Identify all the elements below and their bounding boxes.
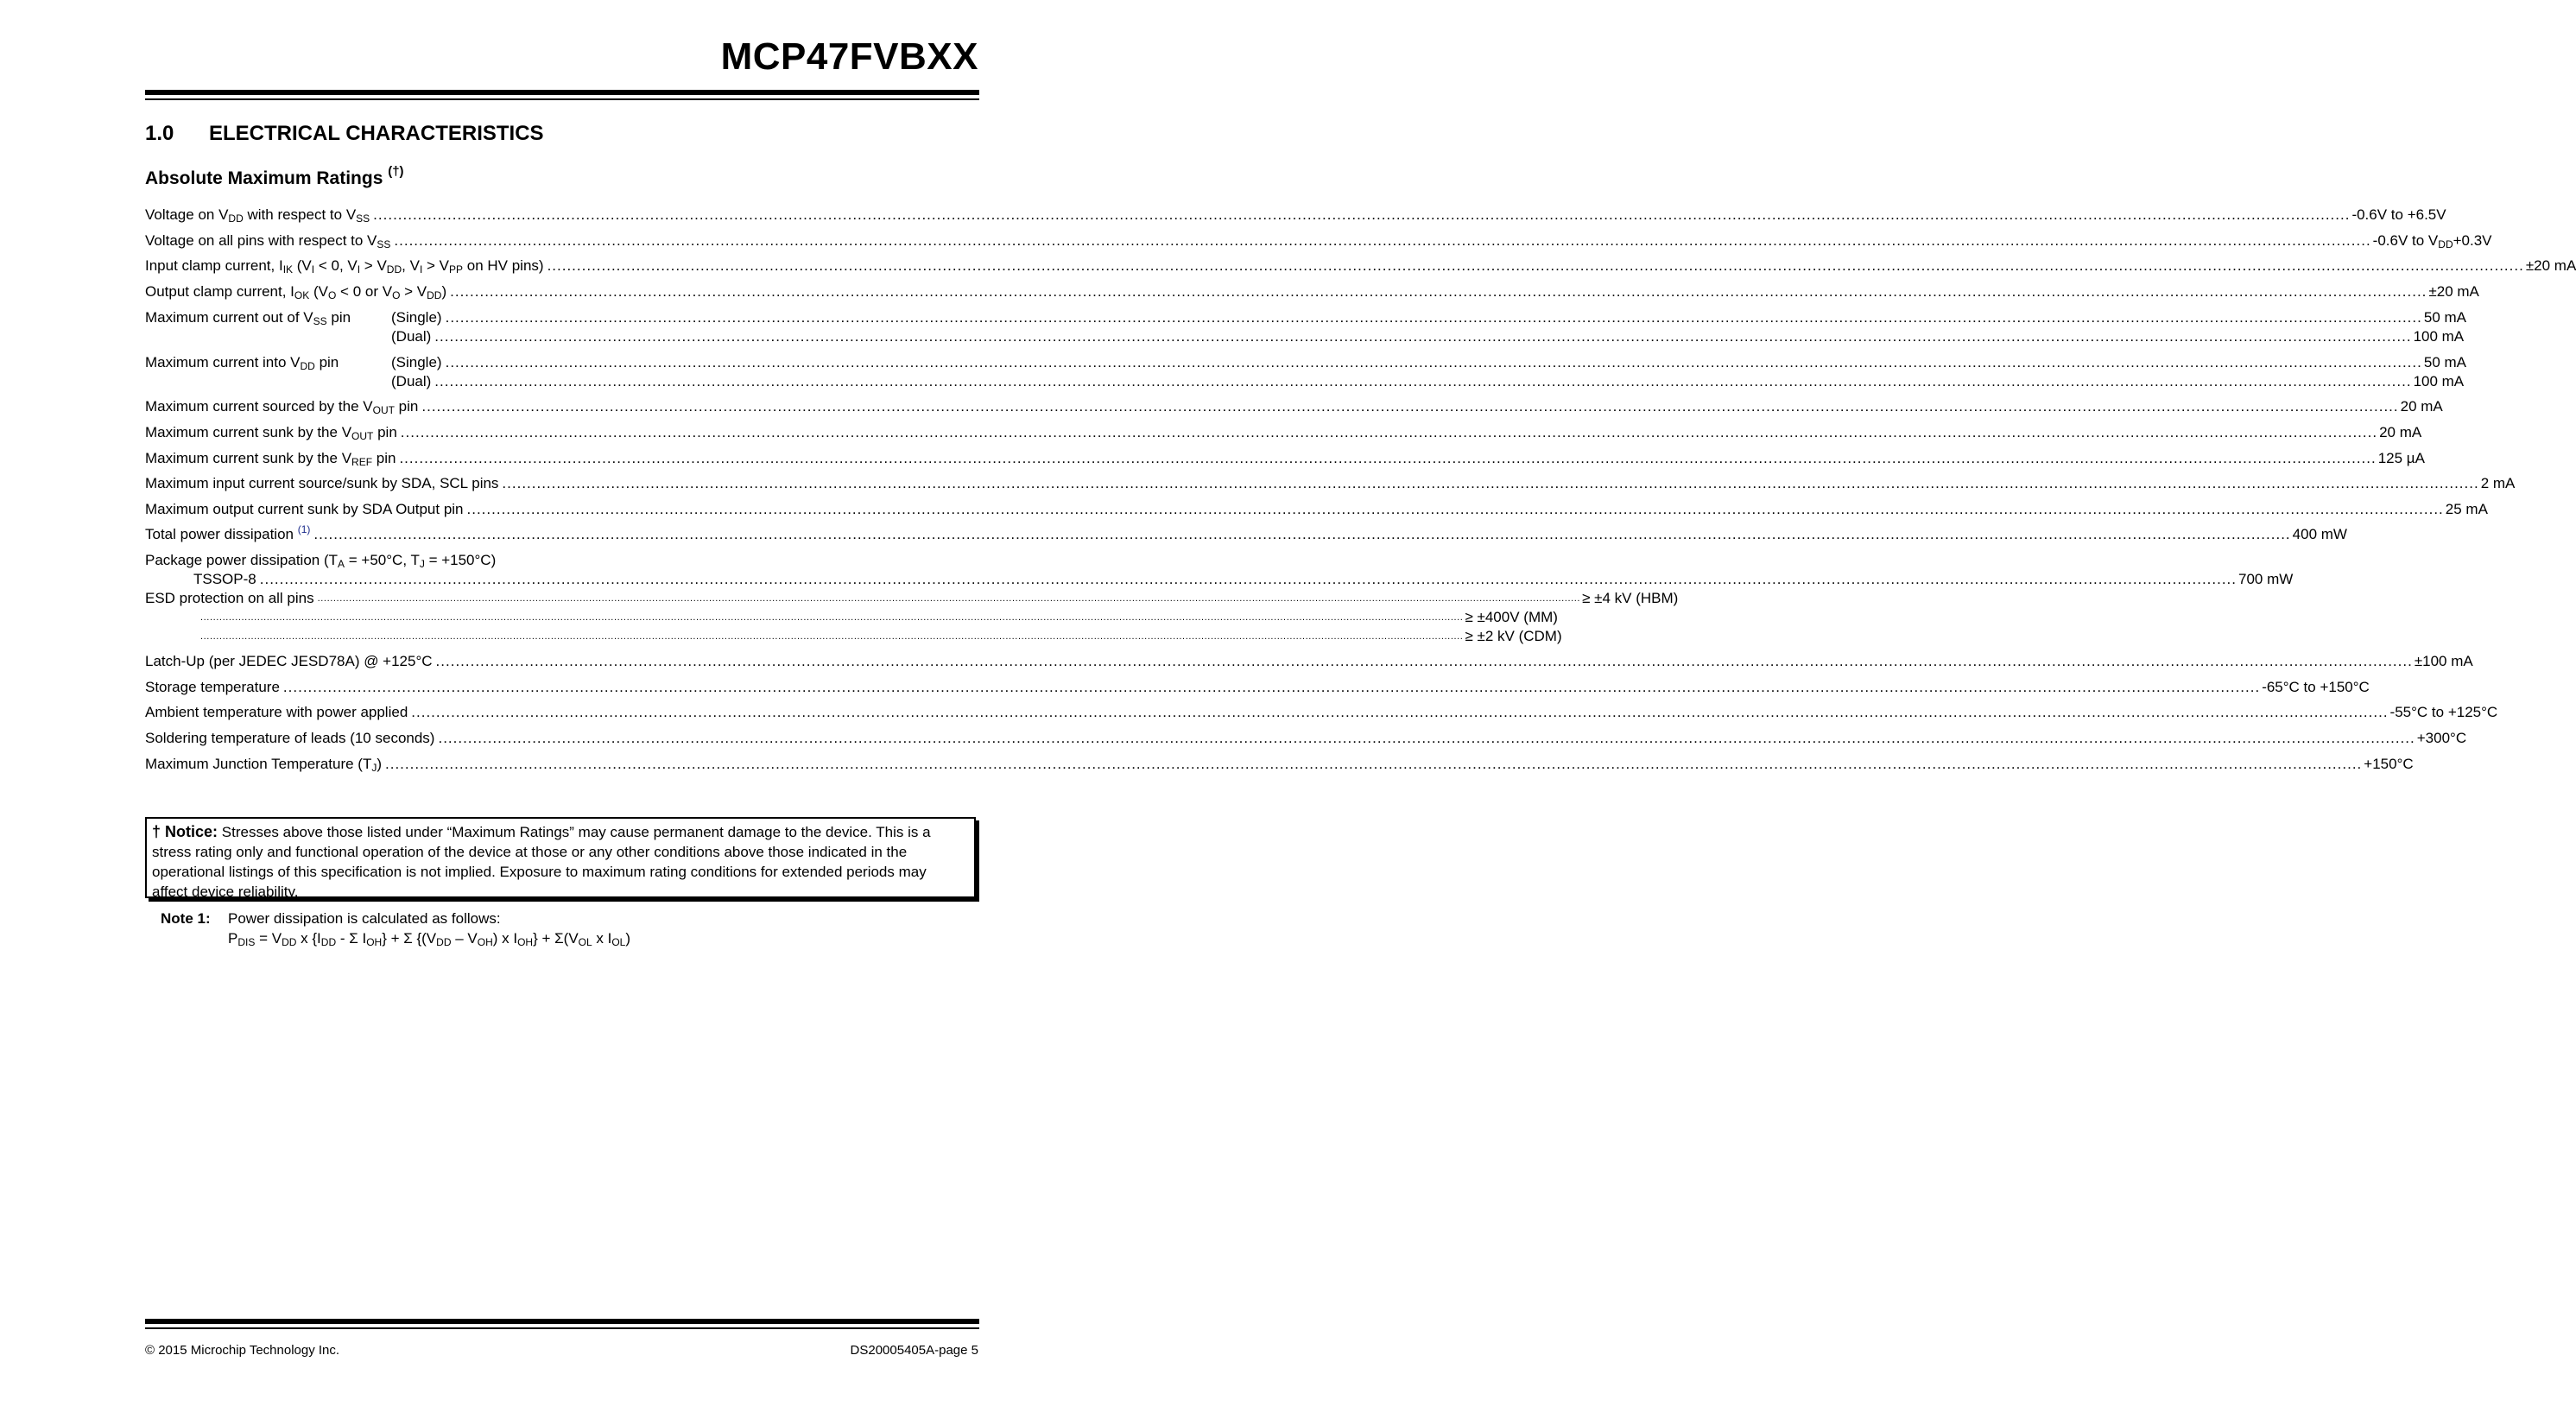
rating-sda-scl: [145, 473, 2516, 492]
rating-value: 700 mW: [2238, 571, 2294, 587]
rating-label: Maximum current sunk by the $V_{OUT}$ pin: [145, 424, 397, 442]
rating-label: Voltage on all pins with respect to $V_{SS}$: [145, 232, 391, 250]
dot-leader: ................................................................................................................................................................................................................................................................................................................................................................................................................: [445, 354, 2422, 370]
rating-value: 2 mA: [2480, 475, 2516, 491]
dot-leader: ................................................................................................................................................................................................................................................................................................................................................................................................................: [466, 501, 2444, 517]
header-rule-thin: [145, 98, 979, 100]
rating-value: -0.6V to +6.5V: [2351, 206, 2446, 223]
rating-package-power-tssop: [145, 569, 2294, 588]
header-rule-thick: [145, 90, 979, 95]
rating-label: ESD protection on all pins: [145, 590, 314, 606]
footer-rule-thin: [145, 1327, 979, 1329]
rating-value: 50 mA: [2423, 354, 2466, 370]
rating-sub-label: (Single): [391, 354, 442, 370]
dot-leader: ................................................................................................................................................................................................................................................................................................................................................................................................................: [445, 309, 2422, 326]
rating-ambient-temp: [145, 702, 2498, 721]
rating-value: -55°C to +125°C: [2389, 704, 2498, 720]
dot-leader: ................................................................................................................................................................................................................................................................................................................................................................................................................: [502, 475, 2479, 491]
rating-vss-pin-single: [145, 307, 2466, 327]
rating-output-clamp: [145, 282, 2479, 301]
rating-value: +300°C: [2416, 730, 2467, 746]
rating-vref-sunk: [145, 448, 2425, 468]
rating-sda-output: [145, 499, 2488, 518]
rating-value: 25 mA: [2445, 501, 2488, 517]
dot-leader: ................................................................................................................................................................................................................................................................................................................................................................................................................: [259, 571, 2237, 587]
notice-heading: † Notice:: [152, 823, 218, 840]
rating-value: 100 mA: [2413, 328, 2465, 345]
notice-body: Stresses above those listed under “Maximum Ratings” may cause permanent damage to the device. This is a stress rating only and functional operation of the device at those or any other conditions above those indicated in the operational listings of this specification is not implied. Exposure to maximum rating conditions for extended periods may affect device reliability.: [152, 824, 931, 900]
part-number-title: MCP47FVBXX: [720, 35, 978, 78]
rating-esd-mm: [145, 607, 1558, 626]
rating-junction-temp: [145, 754, 2414, 774]
rating-label: Maximum output current sunk by SDA Output pin: [145, 501, 464, 517]
section-heading: [145, 122, 544, 147]
rating-vdd-pin-single: [145, 352, 2466, 372]
rating-label: Input clamp current, $I_{IK}$ ($V_I < 0$, $V_I > V_{DD}$, $V_I > V_{PP}$ on HV pins): [145, 257, 544, 276]
rating-label: Maximum input current source/sunk by SDA, SCL pins: [145, 475, 499, 491]
dot-leader: ................................................................................................................................................................................................................................................................................................................................................................................................................: [385, 756, 2363, 772]
rating-label: Maximum current sourced by the $V_{OUT}$ pin: [145, 398, 419, 416]
notice-box: [145, 817, 976, 898]
rating-input-clamp: [145, 256, 2576, 276]
dot-leader: ................................................................................................................................................................................................................................................................................................................................................................................................................: [434, 373, 2412, 390]
section-number: 1.0: [145, 122, 174, 145]
dot-leader: ................................................................................................................................................................................................................................................................................................................................................................................................................: [282, 679, 2261, 695]
rating-value: ±20 mA: [2428, 283, 2479, 300]
rating-label: Package power dissipation ($T_A = +50^\circ C$, $T_J = +150^\circ C$): [145, 552, 497, 570]
rating-vout-sunk: [145, 422, 2422, 442]
power-formula: $P_{DIS} = V_{DD}$ x {$I_{DD}$ - Σ $I_{OH}\} + \Sigma$ {$(V_{DD} - V_{OH})$ x $I_{OH}\} + \Sigma(V_{OL}$ x $I_{OL}$): [228, 930, 631, 948]
rating-value: ≥ ±4 kV (HBM): [1582, 590, 1679, 606]
note-text: Power dissipation is calculated as follows:: [228, 910, 501, 927]
dot-leader: ................................................................................................................................................................................................................................................................................................................................................................................................................: [450, 283, 2427, 300]
subsection-title: Absolute Maximum Ratings: [145, 168, 383, 188]
rating-value: 125 µA: [2377, 450, 2425, 466]
rating-value: -65°C to +150°C: [2262, 679, 2370, 695]
dot-leader: ................................................................................................................................................................................................................................................................................................................................................................................................................: [394, 232, 2371, 249]
rating-latchup: [145, 651, 2473, 670]
dot-leader: ................................................................................................................................................................................................................................................................................................................................................................................................................: [200, 631, 1464, 642]
dot-leader: ................................................................................................................................................................................................................................................................................................................................................................................................................: [399, 450, 2377, 466]
package-label: TSSOP-8: [193, 571, 256, 587]
footer-page-id: DS20005405A-page 5: [850, 1343, 978, 1358]
rating-value: +150°C: [2364, 756, 2414, 772]
rating-value: 50 mA: [2423, 309, 2466, 326]
footer-copyright: © 2015 Microchip Technology Inc.: [145, 1343, 340, 1358]
rating-value: ≥ ±2 kV (CDM): [1465, 628, 1562, 644]
dot-leader: ................................................................................................................................................................................................................................................................................................................................................................................................................: [373, 206, 2351, 223]
rating-esd-hbm: [145, 588, 1679, 607]
rating-sub-label: (Dual): [391, 373, 432, 390]
rating-label: Maximum current sunk by the $V_{REF}$ pin: [145, 450, 396, 468]
dot-leader: ................................................................................................................................................................................................................................................................................................................................................................................................................: [313, 526, 2291, 542]
rating-sub-label: (Single): [391, 309, 442, 326]
rating-value: ±100 mA: [2414, 653, 2473, 669]
rating-value: -0.6V to $V_{DD}+0.3V$: [2372, 232, 2492, 250]
rating-label: Total power dissipation $^{(1)}$: [145, 523, 311, 542]
note-1: [161, 909, 630, 948]
rating-storage-temp: [145, 677, 2370, 696]
rating-value: 20 mA: [2400, 398, 2443, 415]
dot-leader: ................................................................................................................................................................................................................................................................................................................................................................................................................: [434, 328, 2412, 345]
rating-label: Ambient temperature with power applied: [145, 704, 408, 720]
dot-leader: ................................................................................................................................................................................................................................................................................................................................................................................................................: [200, 612, 1464, 623]
rating-esd-cdm: [145, 626, 1562, 645]
rating-value: 100 mA: [2413, 373, 2465, 390]
rating-label: Soldering temperature of leads (10 seconds): [145, 730, 435, 746]
rating-all-pins-vss: [145, 231, 2492, 250]
footer-rule-thick: [145, 1319, 979, 1324]
rating-package-power-heading: [145, 550, 978, 569]
rating-label: Maximum current into $V_{DD}$ pin: [145, 354, 339, 372]
rating-vdd-vss: [145, 205, 2446, 225]
section-title: ELECTRICAL CHARACTERISTICS: [209, 122, 544, 145]
note-label: Note 1:: [161, 910, 211, 927]
rating-value: ≥ ±400V (MM): [1465, 609, 1558, 625]
subsection-heading: [145, 166, 404, 189]
note-reference-link[interactable]: (1): [297, 523, 311, 535]
rating-label: Storage temperature: [145, 679, 280, 695]
rating-value: ±20 mA: [2525, 257, 2576, 274]
rating-total-power: [145, 523, 2347, 543]
rating-soldering-temp: [145, 728, 2467, 747]
dot-leader: ................................................................................................................................................................................................................................................................................................................................................................................................................: [421, 398, 2399, 415]
dot-leader: ................................................................................................................................................................................................................................................................................................................................................................................................................: [435, 653, 2413, 669]
dot-leader: ................................................................................................................................................................................................................................................................................................................................................................................................................: [400, 424, 2378, 440]
dot-leader: ................................................................................................................................................................................................................................................................................................................................................................................................................: [411, 704, 2389, 720]
rating-vout-sourced: [145, 396, 2443, 416]
rating-label: Maximum Junction Temperature $(T_J)$: [145, 756, 383, 774]
dagger-marker: (†): [388, 164, 404, 179]
dot-leader: ................................................................................................................................................................................................................................................................................................................................................................................................................: [317, 593, 1581, 604]
rating-value: 20 mA: [2379, 424, 2422, 440]
rating-label: Maximum current out of $V_{SS}$ pin: [145, 309, 351, 327]
rating-label: Voltage on $V_{DD}$ with respect to $V_{SS}$: [145, 206, 370, 225]
rating-label: Latch-Up (per JEDEC JESD78A) @ +125°C: [145, 653, 433, 669]
rating-vdd-pin-dual: [145, 371, 2465, 390]
rating-sub-label: (Dual): [391, 328, 432, 345]
rating-value: 400 mW: [2292, 526, 2347, 542]
rating-vss-pin-dual: [145, 326, 2465, 345]
rating-label: Output clamp current, $I_{OK}$ ($V_O < 0$ or $V_O > V_{DD}$): [145, 283, 447, 301]
dot-leader: ................................................................................................................................................................................................................................................................................................................................................................................................................: [438, 730, 2415, 746]
dot-leader: ................................................................................................................................................................................................................................................................................................................................................................................................................: [547, 257, 2524, 274]
